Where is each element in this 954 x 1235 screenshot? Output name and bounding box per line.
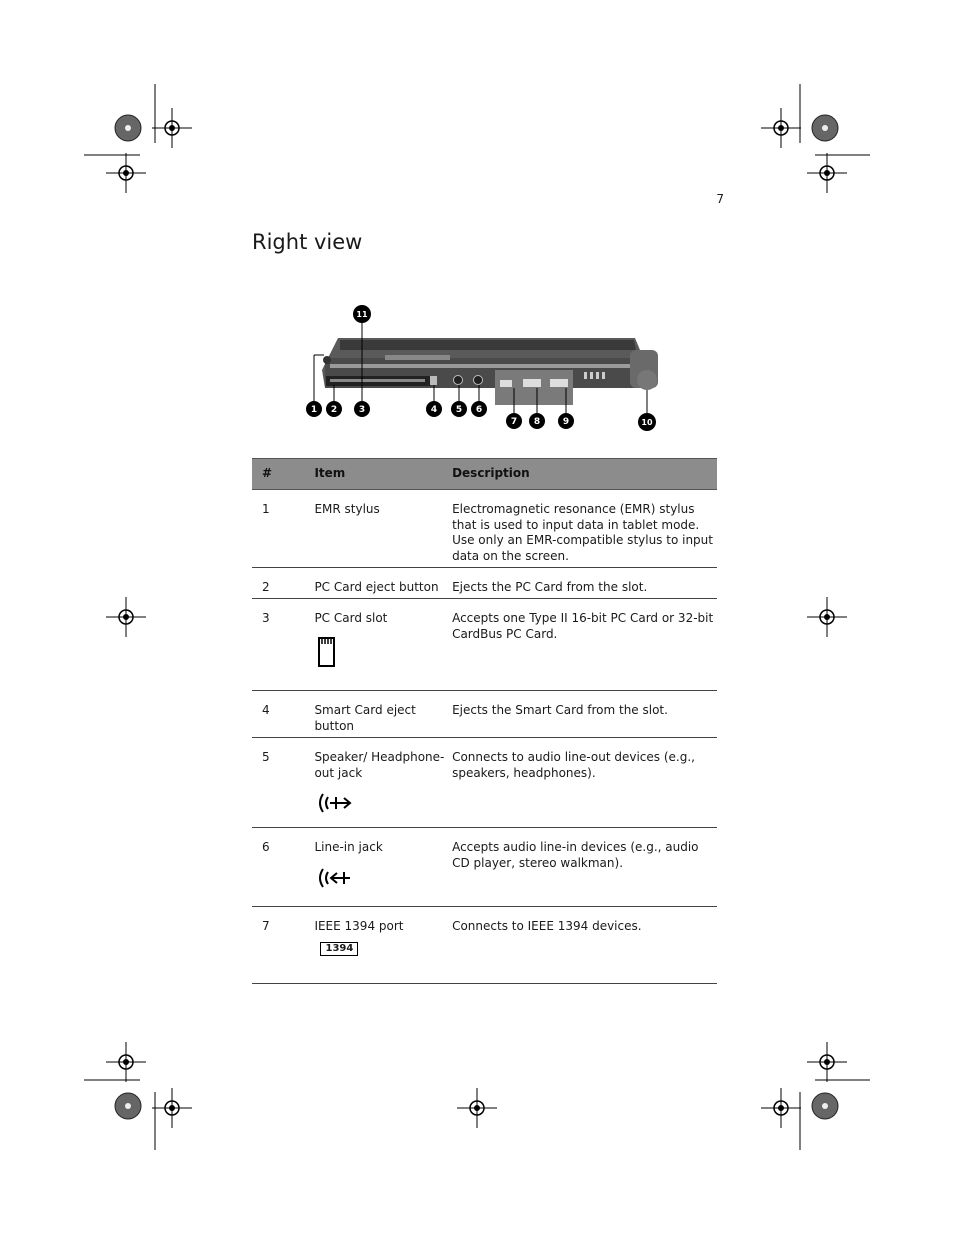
row-number: 3 [252, 599, 314, 691]
callout-3: 3 [358, 405, 366, 415]
table-row [252, 490, 717, 568]
row-item: EMR stylus [314, 490, 452, 568]
row-description: Accepts one Type II 16-bit PC Card or 32-bit CardBus PC Card. [452, 599, 717, 691]
row-item: PC Card eject button [314, 568, 452, 599]
row-number: 5 [252, 738, 314, 828]
header-description: Description [452, 459, 717, 490]
callout-4: 4 [430, 405, 438, 415]
pc-card-icon [314, 635, 340, 669]
row-description: Ejects the Smart Card from the slot. [452, 691, 717, 738]
table-header-row [252, 459, 717, 490]
callout-9: 9 [562, 417, 570, 427]
callout-2: 2 [330, 405, 338, 415]
page-title: Right view [252, 230, 363, 254]
table-row [252, 907, 717, 984]
line-in-icon [314, 864, 354, 892]
row-number: 2 [252, 568, 314, 599]
row-description: Connects to IEEE 1394 devices. [452, 907, 717, 984]
header-number: # [252, 459, 314, 490]
component-table [252, 458, 717, 984]
callout-11: 11 [356, 310, 368, 319]
row-number: 4 [252, 691, 314, 738]
header-item: Item [314, 459, 452, 490]
row-description: Connects to audio line-out devices (e.g., speakers, headphones). [452, 738, 717, 828]
callout-7: 7 [510, 417, 518, 427]
row-item: PC Card slot [314, 611, 388, 625]
callout-5: 5 [455, 405, 463, 415]
row-number: 7 [252, 907, 314, 984]
table-row [252, 691, 717, 738]
row-item: Smart Card eject button [314, 691, 452, 738]
laptop-right-view-illustration [300, 300, 670, 435]
callout-8: 8 [533, 417, 541, 427]
row-item: Speaker/ Headphone-out jack [314, 750, 445, 780]
ieee1394-icon-label: 1394 [325, 942, 354, 954]
ieee1394-icon [320, 942, 358, 956]
row-number: 6 [252, 828, 314, 907]
table-row [252, 738, 717, 828]
row-description: Accepts audio line-in devices (e.g., audio CD player, stereo walkman). [452, 828, 717, 907]
page-number: 7 [716, 192, 724, 206]
table-row [252, 568, 717, 599]
row-number: 1 [252, 490, 314, 568]
callout-10: 10 [641, 418, 653, 427]
row-item: Line-in jack [314, 840, 383, 854]
row-item: IEEE 1394 port [314, 919, 404, 933]
headphone-out-icon [314, 789, 354, 817]
callout-1: 1 [310, 405, 318, 415]
row-description: Electromagnetic resonance (EMR) stylus that is used to input data in tablet mode. Use only an EMR-compatible stylus to input data on the screen. [452, 490, 717, 568]
row-description: Ejects the PC Card from the slot. [452, 568, 717, 599]
table-row [252, 599, 717, 691]
table-row [252, 828, 717, 907]
callout-6: 6 [475, 405, 483, 415]
